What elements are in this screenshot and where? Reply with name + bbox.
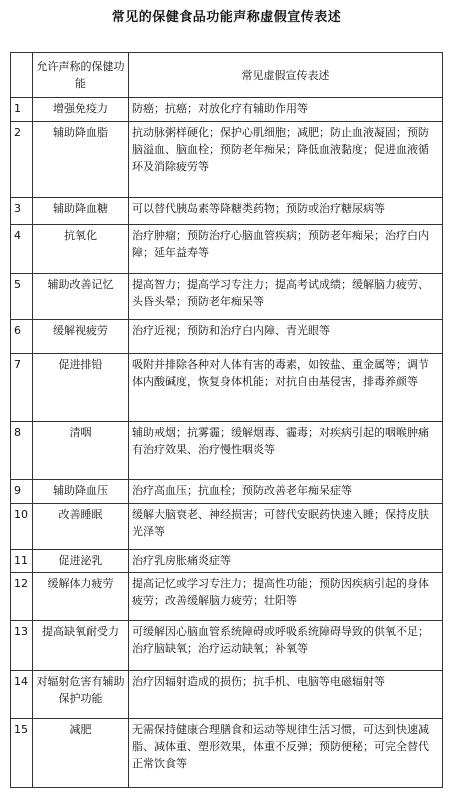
table-row [11, 122, 443, 198]
row-function: 增强免疫力 [33, 98, 129, 122]
row-number: 10 [11, 504, 33, 550]
row-number: 9 [11, 480, 33, 504]
row-number: 13 [11, 621, 33, 671]
row-claims: 治疗乳房胀痛炎症等 [129, 550, 443, 573]
table-row [11, 573, 443, 621]
table-row [11, 98, 443, 122]
table-row [11, 354, 443, 422]
row-claims: 可缓解因心脑血管系统障碍或呼吸系统障碍导致的供氧不足；治疗脑缺氧；治疗运动缺氧；补氧等 [129, 621, 443, 671]
table-row [11, 480, 443, 504]
row-number: 12 [11, 573, 33, 621]
row-function: 辅助改善记忆 [33, 274, 129, 320]
row-function: 辅助降血脂 [33, 122, 129, 198]
row-number: 3 [11, 198, 33, 225]
row-function: 促进排铅 [33, 354, 129, 422]
row-number: 4 [11, 225, 33, 274]
row-function: 辅助降血糖 [33, 198, 129, 225]
table-row [11, 671, 443, 719]
table-row [11, 719, 443, 788]
table-row [11, 621, 443, 671]
row-number: 8 [11, 422, 33, 480]
row-number: 15 [11, 719, 33, 788]
table-row [11, 198, 443, 225]
row-function: 减肥 [33, 719, 129, 788]
claims-table [10, 52, 443, 788]
row-function: 抗氧化 [33, 225, 129, 274]
row-number: 11 [11, 550, 33, 573]
row-function: 清咽 [33, 422, 129, 480]
header-false-claims: 常见虚假宣传表述 [129, 53, 443, 98]
row-claims: 治疗近视；预防和治疗白内障、青光眼等 [129, 320, 443, 354]
row-claims: 治疗高血压；抗血栓；预防改善老年痴呆症等 [129, 480, 443, 504]
row-claims: 可以替代胰岛素等降糖类药物；预防或治疗糖尿病等 [129, 198, 443, 225]
row-claims: 治疗因辐射造成的损伤；抗手机、电脑等电磁辐射等 [129, 671, 443, 719]
row-claims: 治疗肿瘤；预防治疗心脑血管疾病；预防老年痴呆；治疗白内障；延年益寿等 [129, 225, 443, 274]
row-function: 辅助降血压 [33, 480, 129, 504]
row-claims: 缓解大脑衰老、神经损害；可替代安眠药快速入睡；保持皮肤光泽等 [129, 504, 443, 550]
header-allowed-function: 允许声称的保健功能 [33, 53, 129, 98]
page-title: 常见的保健食品功能声称虚假宣传表述 [111, 10, 342, 25]
table-row [11, 225, 443, 274]
row-number: 14 [11, 671, 33, 719]
header-number [11, 53, 33, 98]
row-claims: 无需保持健康合理膳食和运动等规律生活习惯，可达到快速减脂、减体重、塑形效果，体重不反弹；预防便秘；可完全替代正常饮食等 [129, 719, 443, 788]
row-function: 改善睡眠 [33, 504, 129, 550]
row-function: 缓解视疲劳 [33, 320, 129, 354]
row-function: 对辐射危害有辅助保护功能 [33, 671, 129, 719]
row-number: 2 [11, 122, 33, 198]
row-number: 1 [11, 98, 33, 122]
row-claims: 防癌；抗癌；对放化疗有辅助作用等 [129, 98, 443, 122]
row-number: 6 [11, 320, 33, 354]
row-number: 5 [11, 274, 33, 320]
table-row [11, 422, 443, 480]
row-claims: 提高记忆或学习专注力；提高性功能；预防因疾病引起的身体疲劳；改善缓解脑力疲劳；壮阳等 [129, 573, 443, 621]
table-row [11, 504, 443, 550]
row-claims: 吸附并排除各种对人体有害的毒素，如铵盐、重金属等；调节体内酸碱度，恢复身体机能；对抗自由基侵害，排毒养颜等 [129, 354, 443, 422]
row-claims: 辅助戒烟；抗雾霾；缓解烟毒、霾毒；对疾病引起的咽喉肿痛有治疗效果、治疗慢性咽炎等 [129, 422, 443, 480]
table-header-row [11, 53, 443, 98]
row-function: 促进泌乳 [33, 550, 129, 573]
row-function: 缓解体力疲劳 [33, 573, 129, 621]
table-row [11, 274, 443, 320]
table-row [11, 320, 443, 354]
row-claims: 抗动脉粥样硬化；保护心肌细胞；减肥；防止血液凝固；预防脑溢血、脑血栓；预防老年痴呆；降低血液黏度；促进血液循环及消除疲劳等 [129, 122, 443, 198]
row-function: 提高缺氧耐受力 [33, 621, 129, 671]
row-claims: 提高智力；提高学习专注力；提高考试成绩；缓解脑力疲劳、头昏头晕；预防老年痴呆等 [129, 274, 443, 320]
table-row [11, 550, 443, 573]
row-number: 7 [11, 354, 33, 422]
